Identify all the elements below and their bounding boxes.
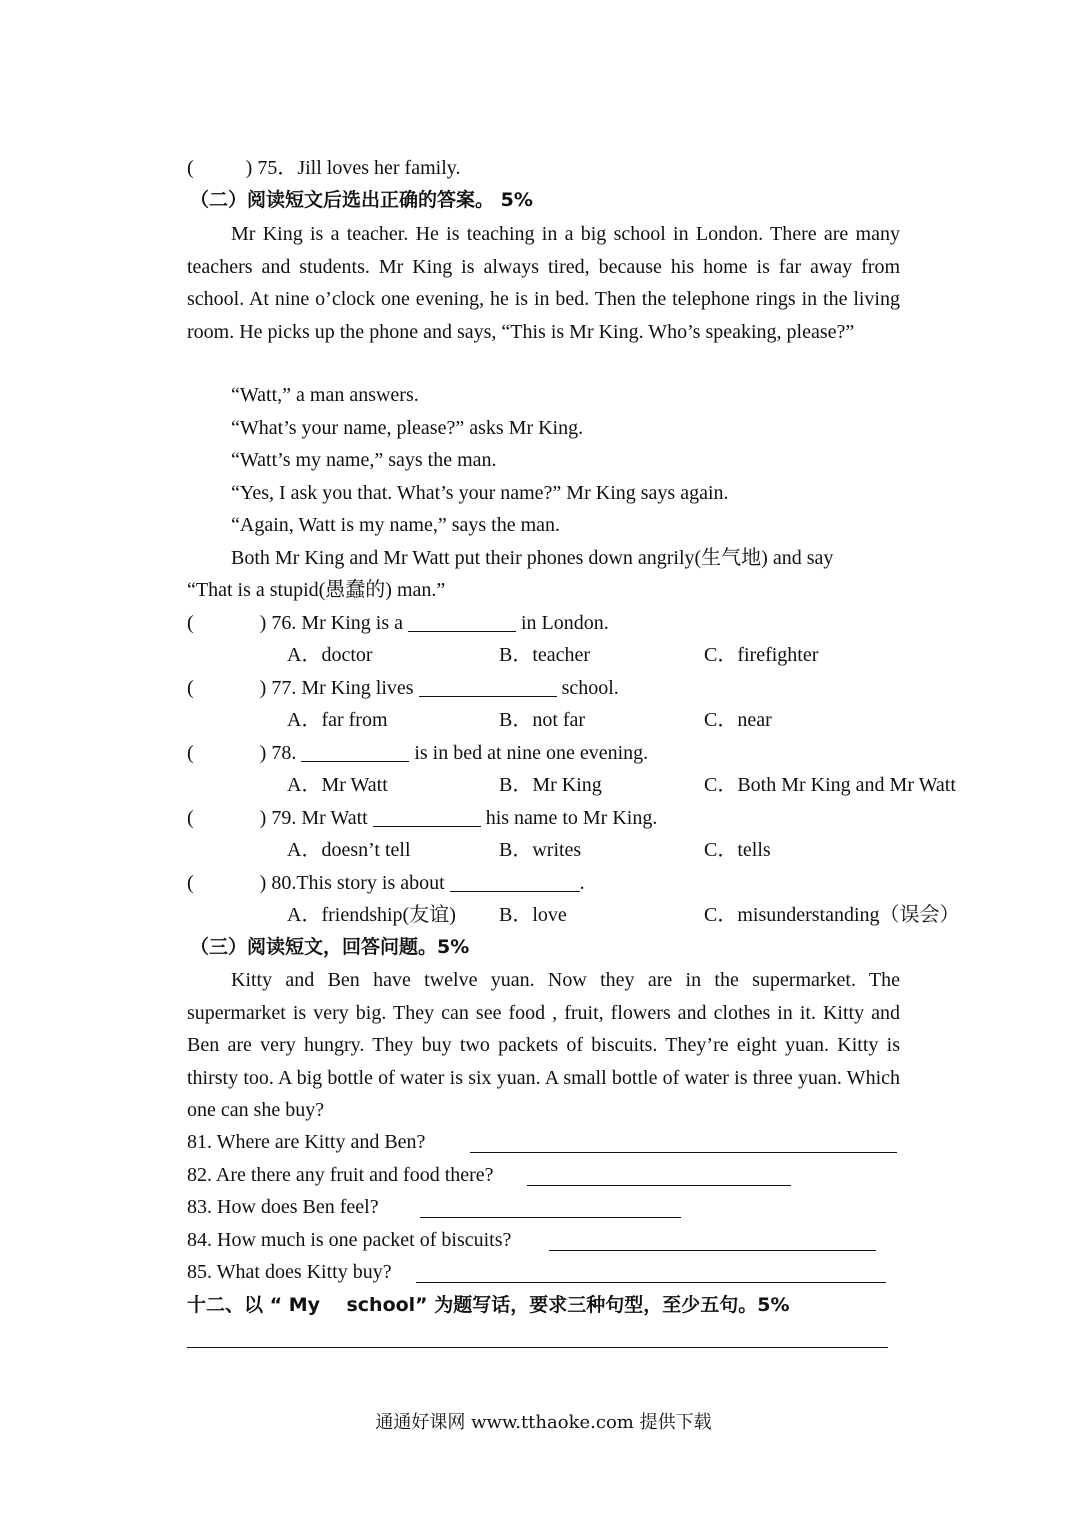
option-a[interactable]: A．doctor [287,644,373,666]
dialogue-line-4: “Yes, I ask you that. What’s your name?” Mr King says again. [231,482,729,504]
fill-blank[interactable] [301,743,409,762]
option-a[interactable]: A．doesn’t tell [287,839,411,861]
answer-paren[interactable]: ( [187,612,194,634]
answer-paren[interactable]: ( [187,872,194,894]
question-85: 85. What does Kitty buy? [187,1261,392,1283]
q75-text: ) 75．Jill loves her family. [245,157,461,179]
dialogue-line-5: “Again, Watt is my name,” says the man. [231,514,561,536]
writing-line[interactable] [187,1347,888,1348]
question-76: ( ) 76. Mr King is a in London. [187,612,609,634]
option-a[interactable]: A．friendship(友谊) [287,904,456,926]
answer-line-82[interactable] [527,1185,791,1186]
question-78: ( ) 78. is in bed at nine one evening. [187,742,649,764]
page-footer: 通通好课网 www.tthaoke.com 提供下载 [375,1412,712,1433]
question-83: 83. How does Ben feel? [187,1196,379,1218]
option-c[interactable]: C．Both Mr King and Mr Watt [704,774,956,796]
section12-heading: 十二、以 “ My school” 为题写话，要求三种句型，至少五句。5% [187,1294,790,1316]
option-c[interactable]: C．firefighter [704,644,819,666]
question-77: ( ) 77. Mr King lives school. [187,677,619,699]
question-79: ( ) 79. Mr Watt his name to Mr King. [187,807,658,829]
question-80: ( ) 80.This story is about . [187,872,585,894]
ending-line-2: “That is a stupid(愚蠢的) man.” [187,579,446,601]
answer-line-84[interactable] [549,1250,876,1251]
answer-line-81[interactable] [470,1152,897,1153]
section2-heading: （二）阅读短文后选出正确的答案。 5% [190,189,533,211]
option-b[interactable]: B．love [499,904,567,926]
option-b[interactable]: B．teacher [499,644,591,666]
section3-heading: （三）阅读短文，回答问题。5% [190,936,470,958]
answer-paren[interactable]: ( [187,742,194,764]
option-b[interactable]: B．Mr King [499,774,602,796]
answer-paren[interactable]: ( [187,157,194,179]
dialogue-line-3: “Watt’s my name,” says the man. [231,449,497,471]
option-c[interactable]: C．near [704,709,772,731]
option-a[interactable]: A．Mr Watt [287,774,388,796]
section3-passage: Kitty and Ben have twelve yuan. Now they are in the supermarket. The supermarket is very big. They can see food , fruit, flowers and clothes in it. Kitty and Ben are very hungry. They buy two packets of biscuits. They’re eight yuan. Kitty is thirsty too. A big bottle of water is six yuan. A small bottle of water is three yuan. Which one can she buy? [187,969,900,1122]
fill-blank[interactable] [373,808,481,827]
option-c[interactable]: C．tells [704,839,771,861]
option-c[interactable]: C．misunderstanding（误会） [704,904,960,926]
question-82: 82. Are there any fruit and food there? [187,1164,494,1186]
option-b[interactable]: B．not far [499,709,586,731]
answer-paren[interactable]: ( [187,677,194,699]
fill-blank[interactable] [419,678,557,697]
dialogue-line-2: “What’s your name, please?” asks Mr King. [231,417,584,439]
answer-line-83[interactable] [420,1217,681,1218]
question-81: 81. Where are Kitty and Ben? [187,1131,426,1153]
answer-line-85[interactable] [416,1282,886,1283]
fill-blank[interactable] [450,873,580,892]
fill-blank[interactable] [408,613,516,632]
dialogue-line-1: “Watt,” a man answers. [231,384,419,406]
ending-line-1: Both Mr King and Mr Watt put their phones down angrily(生气地) and say [231,547,834,569]
q75-line [187,155,460,181]
option-a[interactable]: A．far from [287,709,388,731]
option-b[interactable]: B．writes [499,839,582,861]
section2-passage: Mr King is a teacher. He is teaching in a big school in London. There are many teachers and students. Mr King is always tired, because his home is far away from school. At nine o’clock one evening, he is in bed. Then the telephone rings in the living room. He picks up the phone and says, “This is Mr King. Who’s speaking, please?” [187,223,900,343]
question-84: 84. How much is one packet of biscuits? [187,1229,512,1251]
answer-paren[interactable]: ( [187,807,194,829]
